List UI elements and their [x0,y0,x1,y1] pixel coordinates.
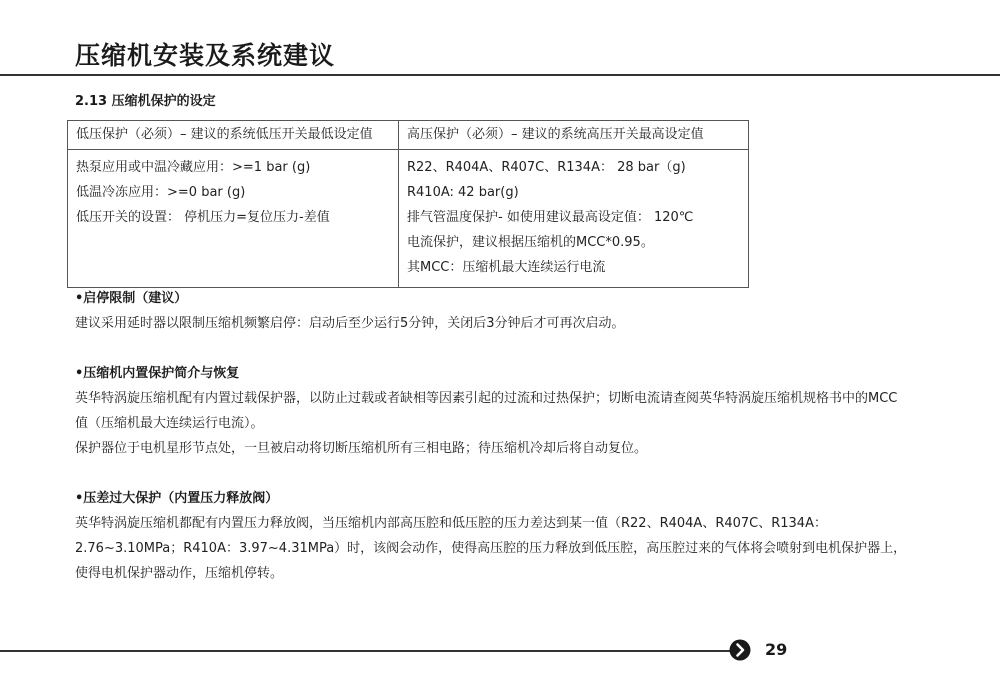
title-divider [0,74,1000,76]
low-pressure-line: 低压开关的设置： 停机压力=复位压力-差值 [76,210,330,225]
pressure-relief-heading: •压差过大保护（内置压力释放阀） [75,491,279,506]
startup-limit-section [75,286,955,336]
high-pressure-line: 排气管温度保护- 如使用建议最高设定值： 120℃ [407,210,694,225]
paragraph-line: 使得电机保护器动作，压缩机停转。 [75,566,284,581]
paragraph-line: 建议采用延时器以限制压缩机频繁启停：启动后至少运行5分钟，关闭后3分钟后才可再次启动。 [75,316,625,331]
paragraph-line: 值（压缩机最大连续运行电流）。 [75,416,264,431]
low-pressure-line: 低温冷冻应用：>=0 bar (g) [76,185,246,200]
high-pressure-line: R22、R404A、R407C、R134A： 28 bar（g) [407,160,686,175]
page-number: 29 [765,640,788,659]
startup-limit-heading: •启停限制（建议） [75,291,188,306]
paragraph-line: 英华特涡旋压缩机都配有内置压力释放阀，当压缩机内部高压腔和低压腔的压力差达到某一值（R22、R404A、R407C、R134A： [75,516,827,531]
page-title: 压缩机安装及系统建议 [75,41,336,70]
high-pressure-line: 电流保护，建议根据压缩机的MCC*0.95。 [407,235,654,250]
chevron-right-circle-icon [729,639,751,661]
footer-divider [0,650,732,652]
paragraph-line: 2.76~3.10MPa；R410A：3.97~4.31MPa）时，该阀会动作，使得高压腔的压力释放到低压腔，高压腔过来的气体将会喷射到电机保护器上， [75,541,907,556]
internal-protection-heading: •压缩机内置保护简介与恢复 [75,366,240,381]
internal-protection-section [75,361,955,461]
high-pressure-line: R410A: 42 bar(g) [407,185,519,200]
low-pressure-header: 低压保护（必须）– 建议的系统低压开关最低设定值 [68,121,399,150]
table-header-row [68,121,749,150]
paragraph-line: 保护器位于电机星形节点处，一旦被启动将切断压缩机所有三相电路；待压缩机冷却后将自动复位。 [75,441,648,456]
low-pressure-cell [68,150,399,288]
high-pressure-cell [399,150,749,288]
table-row [68,150,749,288]
high-pressure-header: 高压保护（必须）– 建议的系统高压开关最高设定值 [399,121,749,150]
high-pressure-line: 其MCC：压缩机最大连续运行电流 [407,260,606,275]
low-pressure-line: 热泵应用或中温冷藏应用：>=1 bar (g) [76,160,311,175]
section-heading: 2.13 压缩机保护的设定 [75,94,216,109]
pressure-relief-section [75,486,955,586]
protection-settings-table [67,120,749,288]
paragraph-line: 英华特涡旋压缩机配有内置过载保护器，以防止过载或者缺相等因素引起的过流和过热保护；切断电流请查阅英华特涡旋压缩机规格书中的MCC [75,391,898,406]
